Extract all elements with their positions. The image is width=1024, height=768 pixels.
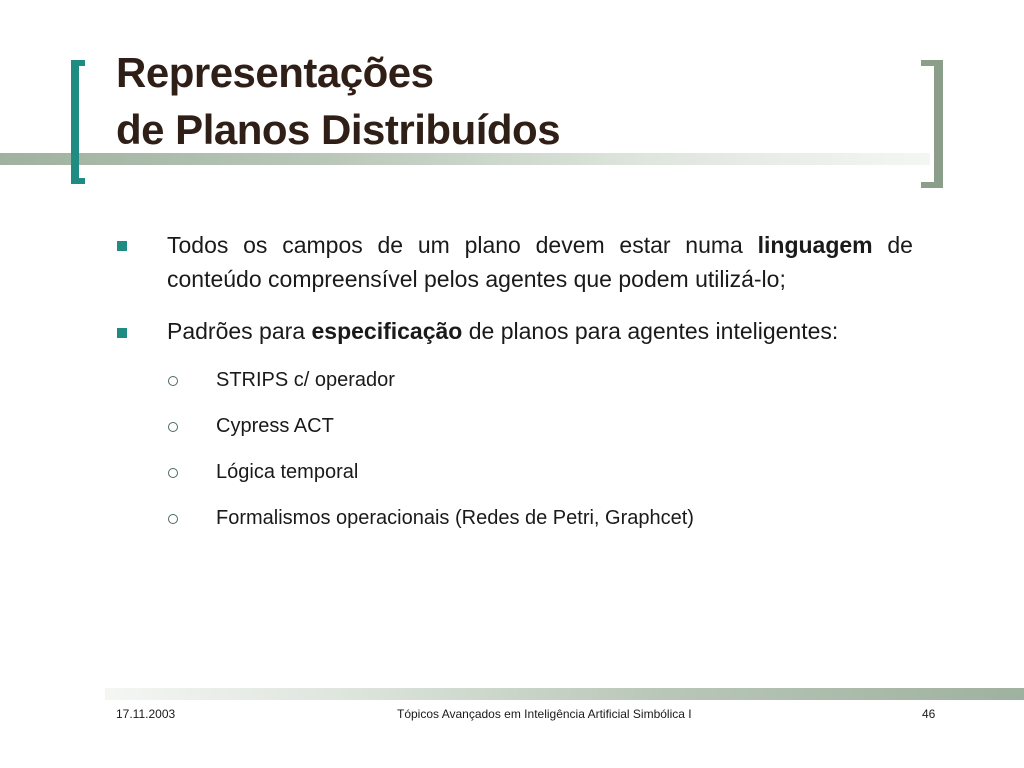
bullet-item-2-text-b: de planos para agentes inteligentes: [462,318,839,344]
bullet-item-1-text-b: de conteúdo compreensível pelos agentes que podem utilizá-lo; [167,232,913,292]
bullet-item-2 [167,314,913,348]
slide-title-line-1: Representações [116,49,434,96]
square-bullet-icon [117,328,127,338]
bullet-item-1-text-a: Todos os campos de um plano devem estar numa [167,232,758,258]
bullet-item-1-bold: linguagem [757,232,873,258]
sub-item-1: STRIPS c/ operador [216,369,395,391]
footer-decoration-band [105,688,1024,700]
square-bullet-icon [117,241,127,251]
sub-item-3: Lógica temporal [216,461,359,483]
footer-date: 17.11.2003 [116,707,176,721]
circle-bullet-icon [168,468,178,478]
footer-course-title: Tópicos Avançados em Inteligência Artificial Simbólica I [397,707,692,721]
bullet-item-2-text-a: Padrões para [167,318,312,344]
slide-title-line-2: de Planos Distribuídos [116,106,561,153]
circle-bullet-icon [168,376,178,386]
bullet-item-1 [167,228,913,296]
sub-item-2: Cypress ACT [216,415,334,437]
footer-page-number: 46 [922,707,936,721]
circle-bullet-icon [168,422,178,432]
bullet-item-2-bold: especificação [311,318,463,344]
sub-item-4: Formalismos operacionais (Redes de Petri, Graphcet) [216,507,694,529]
circle-bullet-icon [168,514,178,524]
